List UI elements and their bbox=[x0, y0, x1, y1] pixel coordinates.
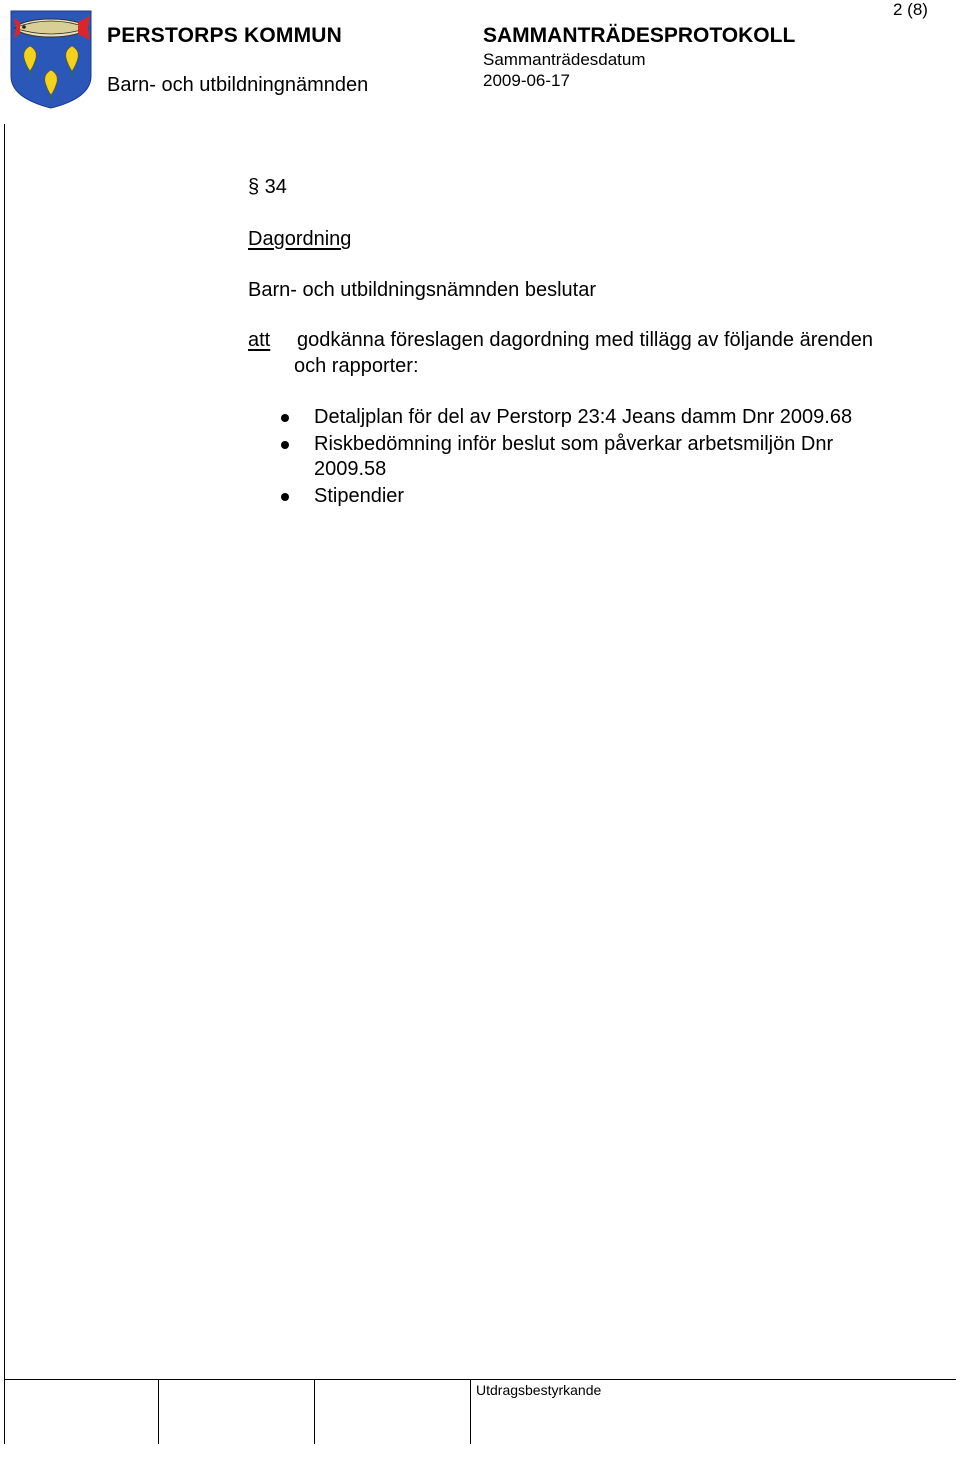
meeting-date-value: 2009-06-17 bbox=[483, 71, 570, 90]
list-item-text: Stipendier bbox=[314, 485, 405, 507]
meeting-date-label: Sammanträdesdatum bbox=[483, 50, 646, 69]
table-divider bbox=[314, 1379, 315, 1444]
committee-name: Barn- och utbildningnämnden bbox=[107, 74, 369, 96]
municipality-name: PERSTORPS KOMMUN bbox=[107, 24, 342, 47]
decision-text-line2: och rapporter: bbox=[294, 355, 419, 377]
bullet-icon bbox=[281, 414, 289, 422]
bullet-icon bbox=[281, 441, 289, 449]
list-item-text-continued: 2009.58 bbox=[314, 458, 387, 480]
certification-label: Utdragsbestyrkande bbox=[476, 1382, 602, 1398]
document-type: SAMMANTRÄDESPROTOKOLL bbox=[483, 24, 796, 47]
section-heading: Dagordning bbox=[248, 228, 352, 250]
list-item-text: Detaljplan för del av Perstorp 23:4 Jeans damm Dnr 2009.68 bbox=[314, 406, 853, 428]
page-number: 2 (8) bbox=[893, 0, 928, 19]
table-divider bbox=[470, 1379, 471, 1444]
table-top-rule bbox=[4, 1379, 956, 1380]
list-item-text: Riskbedömning inför beslut som påverkar arbetsmiljön Dnr bbox=[314, 433, 834, 455]
decision-intro: Barn- och utbildningsnämnden beslutar bbox=[248, 279, 596, 301]
paragraph-number: § 34 bbox=[248, 176, 287, 198]
municipal-crest-logo bbox=[8, 8, 94, 110]
bullet-icon bbox=[281, 493, 289, 501]
table-divider bbox=[158, 1379, 159, 1444]
left-margin-rule bbox=[4, 124, 5, 1444]
att-keyword: att bbox=[248, 329, 271, 351]
decision-text-line1: godkänna föreslagen dagordning med tillägg av följande ärenden bbox=[297, 329, 873, 351]
